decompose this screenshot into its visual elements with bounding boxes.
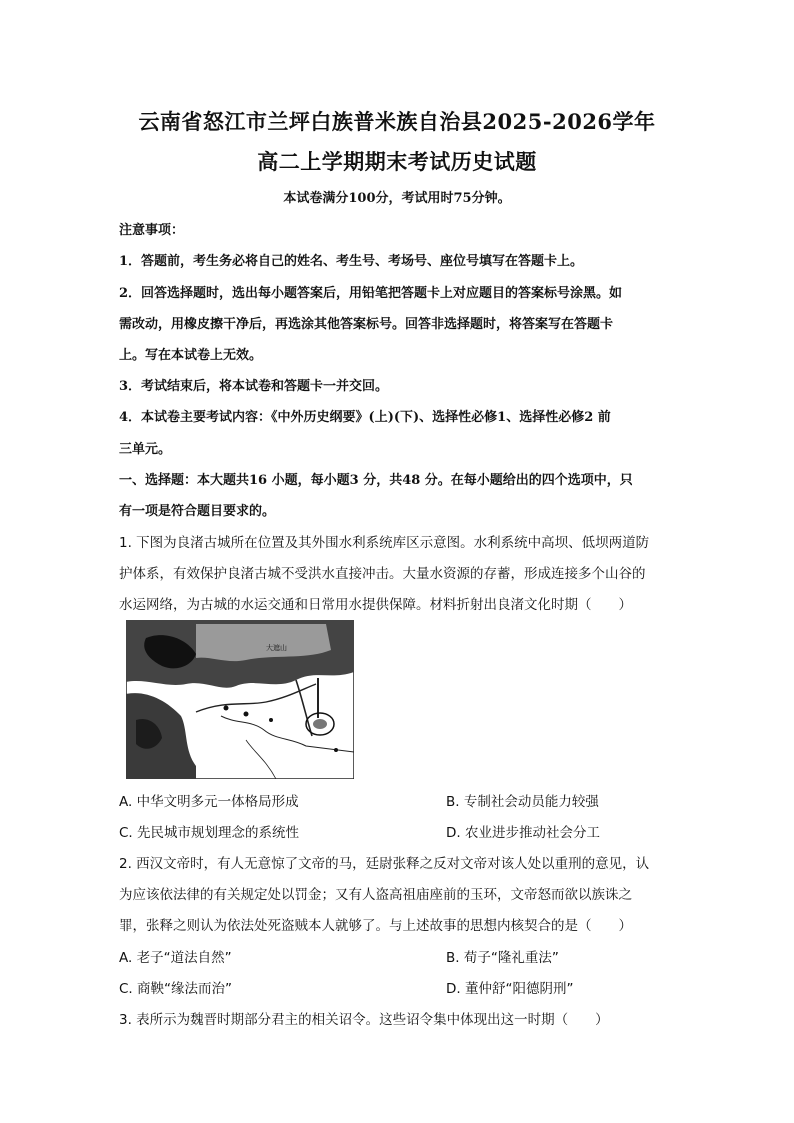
- q1-option-d[interactable]: D. 农业进步推动社会分工: [446, 825, 600, 841]
- section-heading-cont: 有一项是符合题目要求的。: [119, 504, 276, 519]
- q2-stem-line: 为应该依法律的有关规定处以罚金；又有人盗高祖庙座前的玉环，文帝怒而欲以族诛之: [119, 887, 632, 903]
- q2-stem-line: 罪，张释之则认为依法处死盗贼本人就够了。与上述故事的思想内核契合的是（ ）: [119, 918, 632, 934]
- notes-line: 4．本试卷主要考试内容：《中外历史纲要》(上)(下)、选择性必修1、选择性必修2 前: [119, 410, 611, 425]
- q1-stem-line: 水运网络，为古城的水运交通和日常用水提供保障。材料折射出良渚文化时期（ ）: [119, 597, 632, 613]
- q3-stem-line: 3. 表所示为魏晋时期部分君主的相关诏令。这些诏令集中体现出这一时期（ ）: [119, 1012, 609, 1028]
- map-label-mountain: 大遮山: [266, 644, 287, 652]
- section-heading: 一、选择题：本大题共16 小题，每小题3 分，共48 分。在每小题给出的四个选项中，只: [119, 473, 633, 488]
- notes-line: 需改动，用橡皮擦干净后，再选涂其他答案标号。回答非选择题时，将答案写在答题卡: [119, 317, 614, 332]
- notes-line: 1．答题前，考生务必将自己的姓名、考生号、考场号、座位号填写在答题卡上。: [119, 254, 584, 269]
- q2-stem-line: 2. 西汉文帝时，有人无意惊了文帝的马，廷尉张释之反对文帝对该人处以重刑的意见，认: [119, 856, 650, 872]
- q1-stem-line: 1. 下图为良渚古城所在位置及其外围水利系统库区示意图。水利系统中高坝、低坝两道防: [119, 535, 650, 551]
- exam-title-line1: 云南省怒江市兰坪白族普米族自治县2025-2026学年: [138, 109, 656, 134]
- q1-stem-line: 护体系，有效保护良渚古城不受洪水直接冲击。大量水资源的存蓄，形成连接多个山谷的: [119, 566, 646, 582]
- q1-option-b[interactable]: B. 专制社会动员能力较强: [446, 794, 599, 810]
- q1-option-c[interactable]: C. 先民城市规划理念的系统性: [119, 825, 300, 841]
- q1-option-a[interactable]: A. 中华文明多元一体格局形成: [119, 794, 299, 810]
- exam-subtitle: 本试卷满分100分，考试用时75分钟。: [283, 191, 511, 206]
- q2-option-b[interactable]: B. 荀子“隆礼重法”: [446, 950, 559, 966]
- exam-title-line2: 高二上学期期末考试历史试题: [257, 149, 537, 174]
- liangzhu-map-figure: [126, 620, 354, 779]
- q2-option-c[interactable]: C. 商鞅“缘法而治”: [119, 981, 232, 997]
- notes-line: 3．考试结束后，将本试卷和答题卡一并交回。: [119, 379, 389, 394]
- q2-option-d[interactable]: D. 董仲舒“阳德阴刑”: [446, 981, 574, 997]
- notes-line: 2．回答选择题时，选出每小题答案后，用铅笔把答题卡上对应题目的答案标号涂黑。如: [119, 286, 623, 301]
- notes-heading: 注意事项：: [119, 223, 185, 238]
- notes-line: 上。写在本试卷上无效。: [119, 348, 263, 363]
- q2-option-a[interactable]: A. 老子“道法自然”: [119, 950, 232, 966]
- notes-line: 三单元。: [119, 442, 172, 457]
